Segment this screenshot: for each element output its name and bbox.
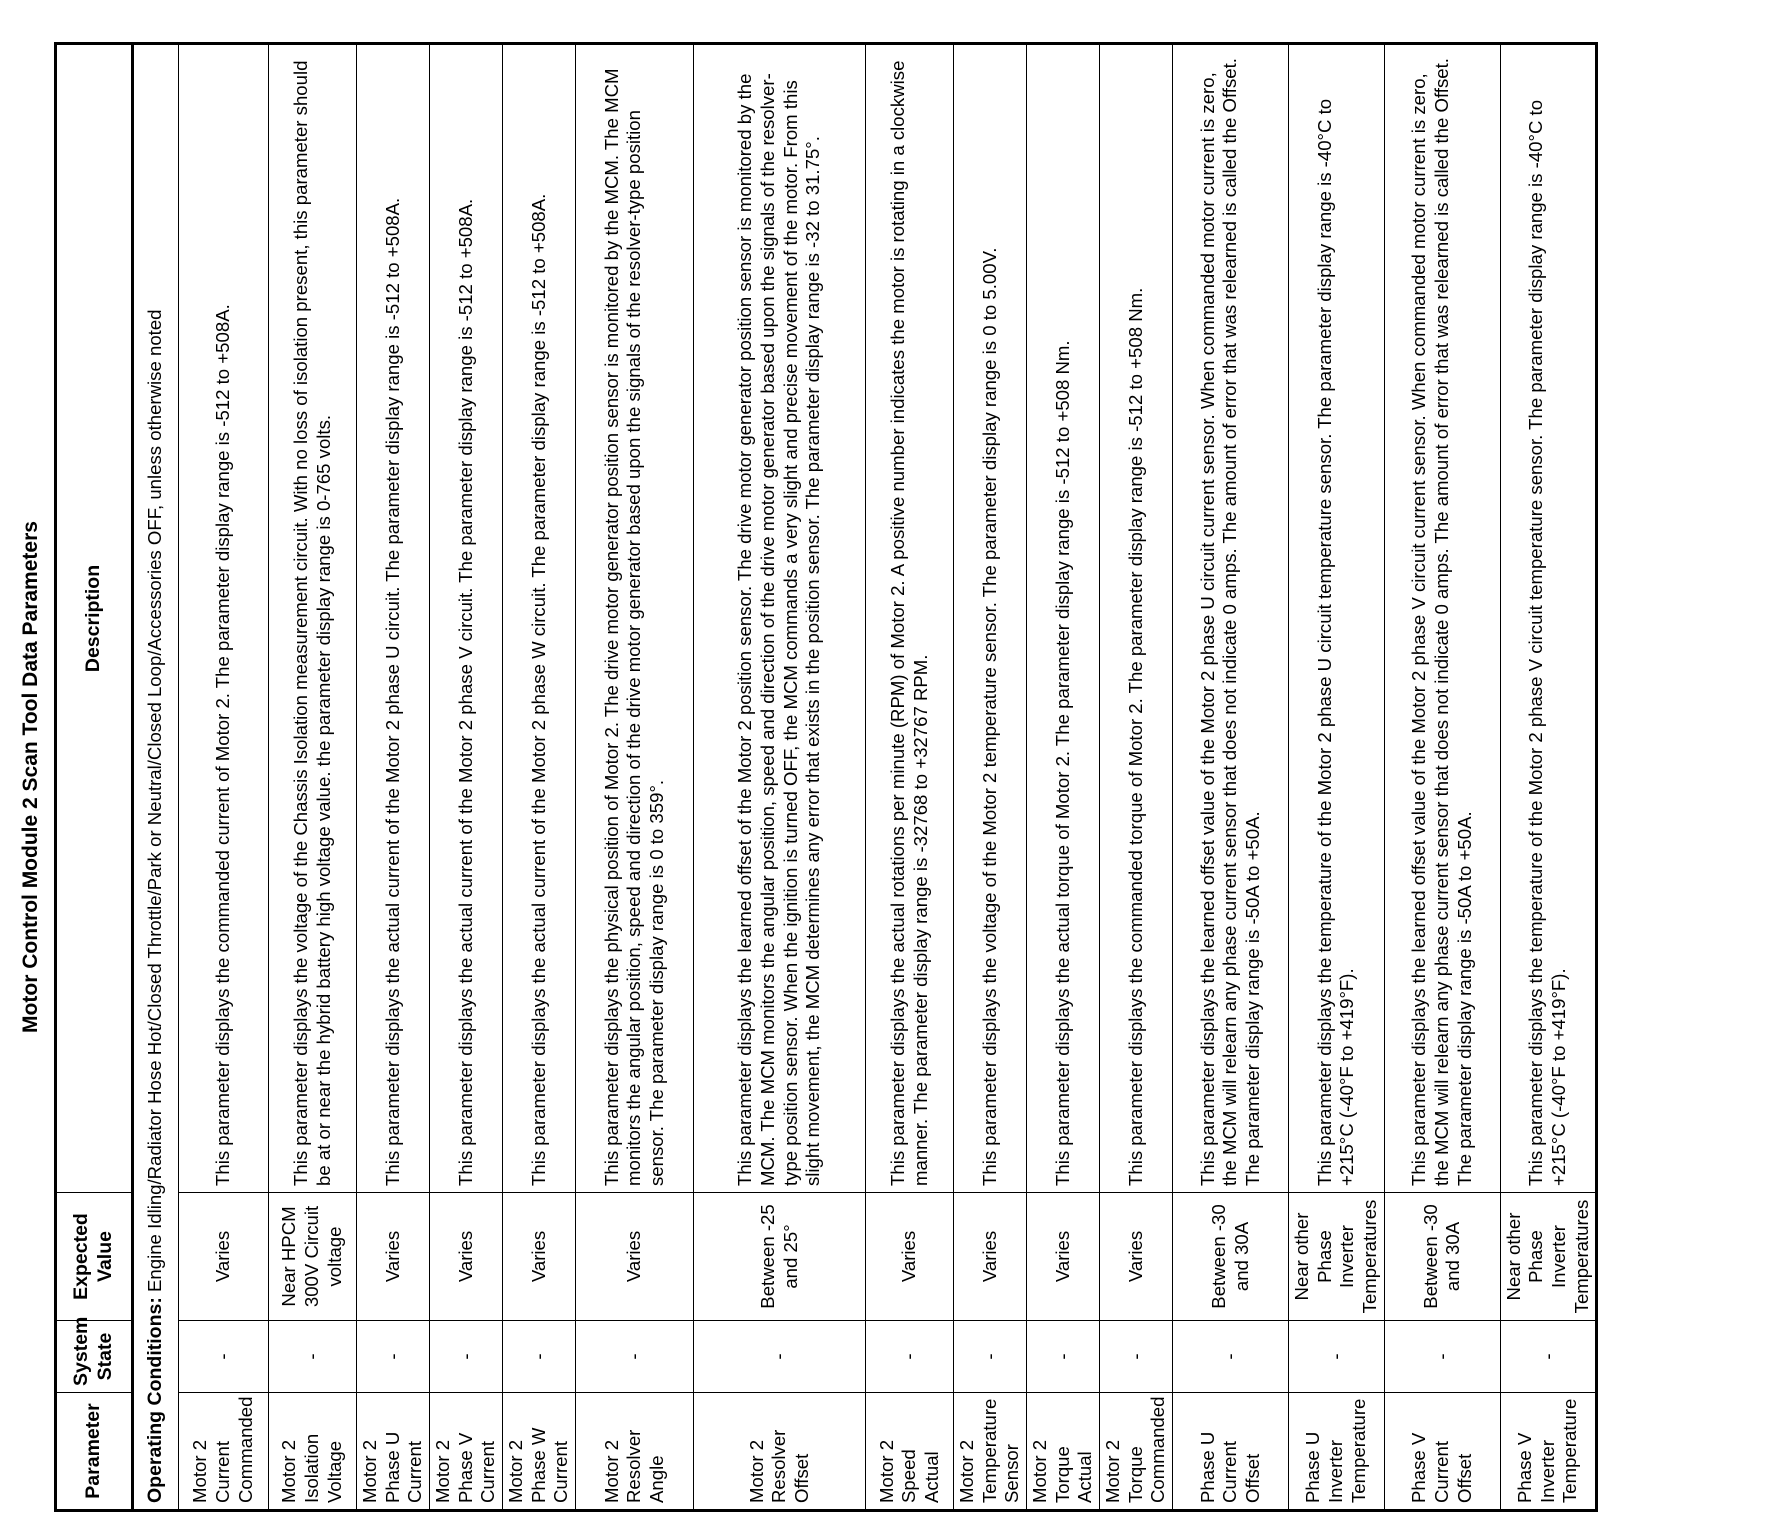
table-row: [1100, 44, 1173, 1511]
parameter-cell: Motor 2 Phase U Current: [357, 1393, 430, 1511]
description-cell: This parameter displays the actual current of the Motor 2 phase V circuit. The parameter display range is -512 to +508A.: [430, 44, 503, 1193]
parameter-cell: Phase U Current Offset: [1173, 1393, 1289, 1511]
system-state-cell: -: [576, 1321, 694, 1393]
page-title: Motor Control Module 2 Scan Tool Data Parameters: [19, 521, 42, 1033]
system-state-cell: -: [1173, 1321, 1289, 1393]
parameter-cell: Motor 2 Phase V Current: [430, 1393, 503, 1511]
table-row: [1384, 44, 1500, 1511]
parameter-cell: Motor 2 Phase W Current: [503, 1393, 576, 1511]
rotated-document: [8, 42, 1748, 1512]
parameter-cell: Phase V Inverter Temperature: [1500, 1393, 1597, 1511]
description-cell: This parameter displays the temperature of the Motor 2 phase V circuit temperature sensor. The parameter display range is -40°C to +215°C (-40°F to +419°F).: [1500, 44, 1597, 1193]
system-state-cell: -: [954, 1321, 1027, 1393]
description-cell: This parameter displays the voltage of the Motor 2 temperature sensor. The parameter display range is 0 to 5.00V.: [954, 44, 1027, 1193]
expected-value-cell: Varies: [1100, 1193, 1173, 1321]
system-state-cell: -: [179, 1321, 269, 1393]
table-row: [179, 44, 269, 1511]
table-header-row: [56, 44, 133, 1511]
parameter-cell: Motor 2 Isolation Voltage: [269, 1393, 357, 1511]
expected-value-cell: Varies: [503, 1193, 576, 1321]
operating-conditions: [133, 44, 179, 1511]
parameters-table: [54, 42, 1598, 1512]
operating-conditions-text: Engine Idling/Radiator Hose Hot/Closed Throttle/Park or Neutral/Closed Loop/Accessories OFF, unless otherwise noted: [144, 309, 166, 1292]
expected-value-cell: Varies: [1027, 1193, 1100, 1321]
system-state-cell: -: [269, 1321, 357, 1393]
expected-value-cell: Between -25 and 25°: [694, 1193, 866, 1321]
parameter-cell: Motor 2 Temperature Sensor: [954, 1393, 1027, 1511]
description-cell: This parameter displays the voltage of the Chassis Isolation measurement circuit. With no loss of isolation present, this parameter should be at or near the hybrid battery high voltage value. the parameter display range is 0-765 volts.: [269, 44, 357, 1193]
expected-value-cell: Near other Phase Inverter Temperatures: [1500, 1193, 1597, 1321]
table-row: [1500, 44, 1597, 1511]
system-state-cell: -: [1500, 1321, 1597, 1393]
description-cell: This parameter displays the commanded current of Motor 2. The parameter display range is -512 to +508A.: [179, 44, 269, 1193]
expected-value-cell: Varies: [357, 1193, 430, 1321]
parameter-cell: Phase U Inverter Temperature: [1289, 1393, 1385, 1511]
system-state-cell: -: [357, 1321, 430, 1393]
header-description: Description: [56, 44, 133, 1193]
header-parameter: Parameter: [56, 1393, 133, 1511]
operating-conditions-label: Operating Conditions:: [144, 1297, 167, 1503]
description-cell: This parameter displays the learned offset of the Motor 2 position sensor. The drive motor generator position sensor is monitored by the MCM. The MCM monitors the angular position, speed and direction of the drive motor generator based upon the signals of the resolver-type position sensor. When the ignition is turned OFF, the MCM commands a very slight and precise movement of the motor. From this slight movement, the MCM determines any error that exists in the position sensor. The parameter display range is -32 to 31.75°.: [694, 44, 866, 1193]
parameter-cell: Motor 2 Current Commanded: [179, 1393, 269, 1511]
system-state-cell: -: [503, 1321, 576, 1393]
parameter-cell: Motor 2 Torque Commanded: [1100, 1393, 1173, 1511]
system-state-cell: -: [430, 1321, 503, 1393]
table-row: [1289, 44, 1385, 1511]
system-state-cell: -: [866, 1321, 954, 1393]
description-cell: This parameter displays the actual torque of Motor 2. The parameter display range is -512 to +508 Nm.: [1027, 44, 1100, 1193]
parameter-cell: Motor 2 Torque Actual: [1027, 1393, 1100, 1511]
expected-value-cell: Between -30 and 30A: [1173, 1193, 1289, 1321]
table-row: [1173, 44, 1289, 1511]
expected-value-cell: Varies: [576, 1193, 694, 1321]
table-row: [576, 44, 694, 1511]
description-cell: This parameter displays the learned offset value of the Motor 2 phase U circuit current sensor. When commanded motor current is zero, the MCM will relearn any phase current sensor that does not indicate 0 amps. The amount of error that was relearned is called the Offset. The parameter display range is -50A to +50A.: [1173, 44, 1289, 1193]
table-row: [1027, 44, 1100, 1511]
system-state-cell: -: [1027, 1321, 1100, 1393]
system-state-cell: -: [1384, 1321, 1500, 1393]
description-cell: This parameter displays the temperature of the Motor 2 phase U circuit temperature sensor. The parameter display range is -40°C to +215°C (-40°F to +419°F).: [1289, 44, 1385, 1193]
description-cell: This parameter displays the actual current of the Motor 2 phase U circuit. The parameter display range is -512 to +508A.: [357, 44, 430, 1193]
table-row: [866, 44, 954, 1511]
expected-value-cell: Varies: [179, 1193, 269, 1321]
table-row: [430, 44, 503, 1511]
description-cell: This parameter displays the learned offset value of the Motor 2 phase V circuit current sensor. When commanded motor current is zero, the MCM will relearn any phase current sensor that does not indicate 0 amps. The amount of error that was relearned is called the Offset. The parameter display range is -50A to +50A.: [1384, 44, 1500, 1193]
description-cell: This parameter displays the physical position of Motor 2. The drive motor generator position sensor is monitored by the MCM. The MCM monitors the angular position, speed and direction of the drive motor generator based upon the signals of the resolver-type position sensor. The parameter display range is 0 to 359°.: [576, 44, 694, 1193]
system-state-cell: -: [694, 1321, 866, 1393]
system-state-cell: -: [1289, 1321, 1385, 1393]
parameter-cell: Motor 2 Resolver Offset: [694, 1393, 866, 1511]
table-row: [694, 44, 866, 1511]
expected-value-cell: Near other Phase Inverter Temperatures: [1289, 1193, 1385, 1321]
header-system-state: System State: [56, 1321, 133, 1393]
table-row: [269, 44, 357, 1511]
description-cell: This parameter displays the actual current of the Motor 2 phase W circuit. The parameter display range is -512 to +508A.: [503, 44, 576, 1193]
system-state-cell: -: [1100, 1321, 1173, 1393]
expected-value-cell: Varies: [954, 1193, 1027, 1321]
operating-conditions-row: [133, 44, 179, 1511]
parameter-cell: Motor 2 Speed Actual: [866, 1393, 954, 1511]
table-row: [503, 44, 576, 1511]
expected-value-cell: Varies: [866, 1193, 954, 1321]
expected-value-cell: Varies: [430, 1193, 503, 1321]
parameter-cell: Motor 2 Resolver Angle: [576, 1393, 694, 1511]
description-cell: This parameter displays the commanded torque of Motor 2. The parameter display range is -512 to +508 Nm.: [1100, 44, 1173, 1193]
description-cell: This parameter displays the actual rotations per minute (RPM) of Motor 2. A positive number indicates the motor is rotating in a clockwise manner. The parameter display range is -32768 to +32767 RPM.: [866, 44, 954, 1193]
parameter-cell: Phase V Current Offset: [1384, 1393, 1500, 1511]
table-row: [954, 44, 1027, 1511]
header-expected-value: Expected Value: [56, 1193, 133, 1321]
table-row: [357, 44, 430, 1511]
expected-value-cell: Near HPCM 300V Circuit voltage: [269, 1193, 357, 1321]
expected-value-cell: Between -30 and 30A: [1384, 1193, 1500, 1321]
